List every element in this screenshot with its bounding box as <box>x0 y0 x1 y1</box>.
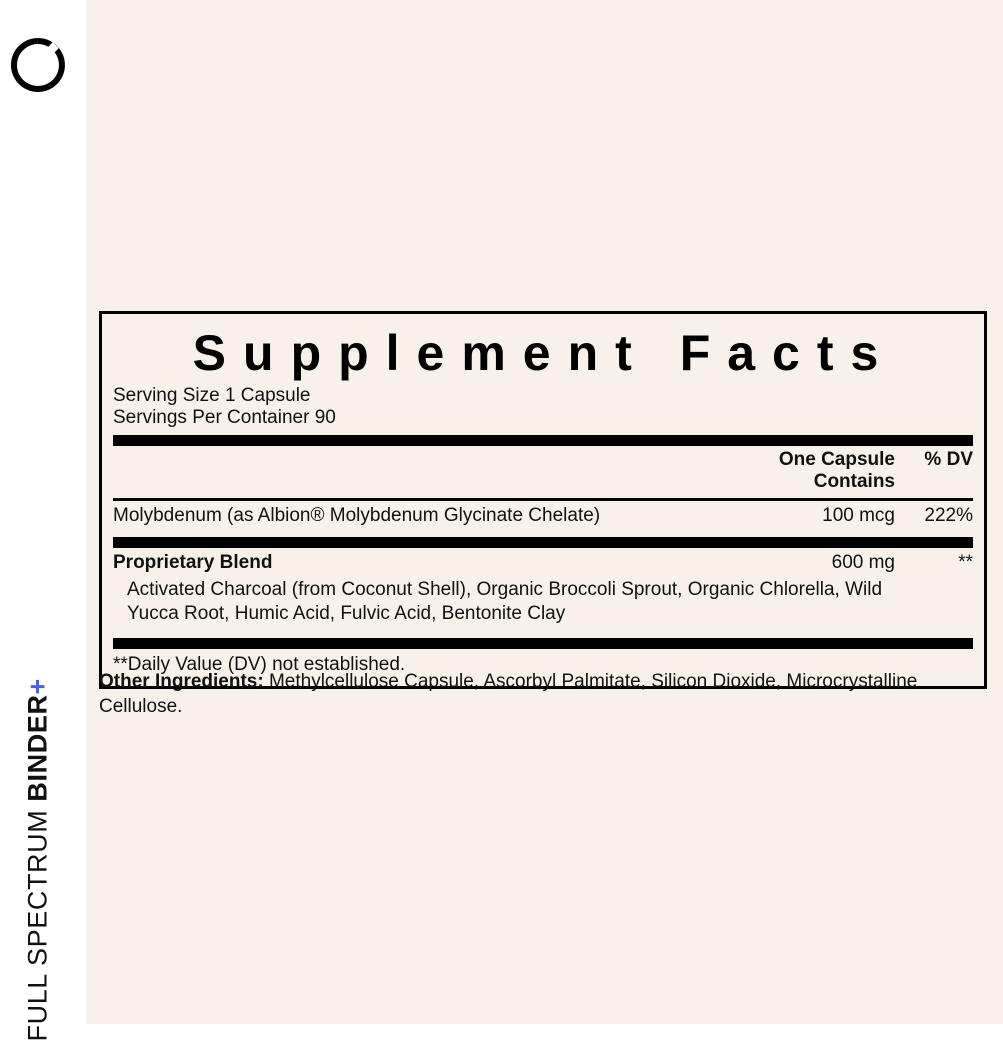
table-header-row <box>113 446 973 495</box>
other-ingredients-label: Other Ingredients: <box>99 671 264 692</box>
blend-ingredients: Activated Charcoal (from Coconut Shell), Organic Broccoli Sprout, Organic Chlorella, Wild Yucca Root, Humic Acid, Fulvic Acid, Bentonite Clay <box>127 579 883 624</box>
brand-name: BINDER <box>22 694 53 802</box>
daily-value-footnote: **Daily Value (DV) not established. <box>113 654 406 675</box>
blend-amount: 600 mg <box>831 552 895 573</box>
divider-thick-mid <box>113 537 973 548</box>
serving-size: Serving Size 1 Capsule <box>113 385 311 406</box>
other-ingredients-text: Methylcellulose Capsule, Ascorbyl Palmitate, Silicon Dioxide, Microcrystalline Cellulose. <box>99 671 918 717</box>
circle-ring-icon <box>9 36 67 94</box>
divider-thick-bottom <box>113 638 973 649</box>
other-ingredients <box>99 669 994 719</box>
nutrient-dv: 222% <box>924 505 973 526</box>
nutrient-name: Molybdenum (as Albion® Molybdenum Glycinate Chelate) <box>113 505 601 526</box>
header-amount: One Capsule Contains <box>778 449 895 492</box>
brand-wordmark <box>23 182 54 1042</box>
blend-name: Proprietary Blend <box>113 552 273 573</box>
blend-dv: ** <box>958 552 973 573</box>
nutrient-amount: 100 mcg <box>822 505 895 526</box>
supplement-facts-title: Supplement Facts <box>192 325 896 381</box>
blend-row <box>113 548 973 578</box>
header-dv: % DV <box>924 449 973 470</box>
brand-rail <box>0 0 86 1042</box>
brand-plus: + <box>22 678 53 695</box>
divider-thick-top <box>113 435 973 446</box>
supplement-facts-panel <box>99 311 987 689</box>
brand-prefix: FULL SPECTRUM <box>22 801 53 1042</box>
table-row <box>113 501 973 531</box>
servings-per-container: Servings Per Container 90 <box>113 407 336 428</box>
